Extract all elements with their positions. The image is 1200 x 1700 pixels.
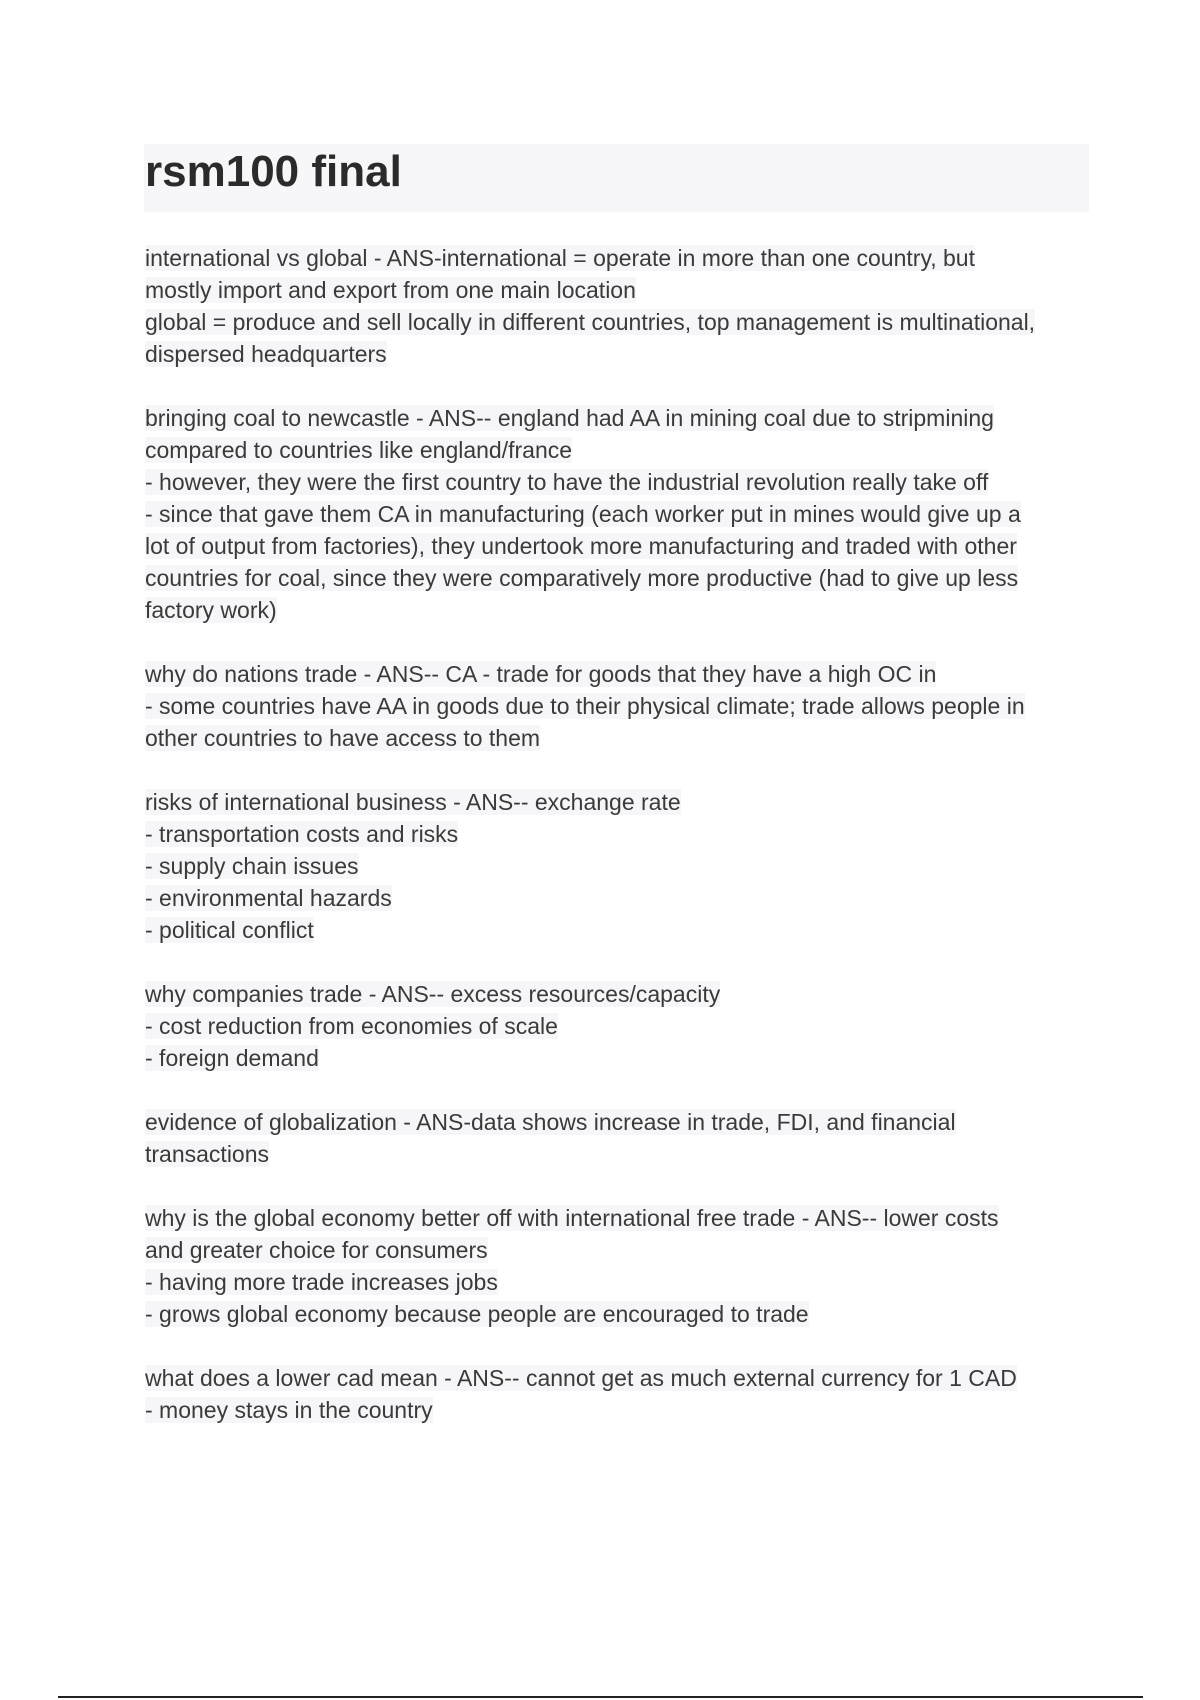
qa-line-text: other countries to have access to them — [145, 725, 541, 751]
qa-line-text: - grows global economy because people are encouraged to trade — [145, 1301, 809, 1327]
qa-line-text: compared to countries like england/france — [145, 437, 573, 463]
qa-answer-line — [145, 1234, 1095, 1266]
qa-question-line — [145, 402, 1095, 434]
footer-rule — [58, 1696, 1143, 1698]
qa-line-text: - however, they were the first country to have the industrial revolution really take off — [145, 469, 989, 495]
qa-question-line — [145, 658, 1095, 690]
qa-answer-line — [145, 434, 1095, 466]
qa-question-line — [145, 1106, 1095, 1138]
qa-line-text: evidence of globalization - ANS-data shows increase in trade, FDI, and financial — [145, 1109, 956, 1135]
qa-line-text: - since that gave them CA in manufacturing (each worker put in mines would give up a — [145, 501, 1021, 527]
qa-answer-line — [145, 1266, 1095, 1298]
qa-entry — [145, 786, 1095, 946]
qa-line-text: - foreign demand — [145, 1045, 319, 1071]
qa-question-line — [145, 978, 1095, 1010]
qa-entry — [145, 1362, 1095, 1426]
qa-line-text: - supply chain issues — [145, 853, 359, 879]
qa-answer-line — [145, 1042, 1095, 1074]
qa-answer-line — [145, 1394, 1095, 1426]
qa-answer-line — [145, 562, 1095, 594]
qa-line-text: - money stays in the country — [145, 1397, 433, 1423]
qa-line-text: - environmental hazards — [145, 885, 392, 911]
qa-entry — [145, 658, 1095, 754]
qa-line-text: and greater choice for consumers — [145, 1237, 488, 1263]
qa-answer-line — [145, 1298, 1095, 1330]
qa-answer-line — [145, 1010, 1095, 1042]
qa-line-text: bringing coal to newcastle - ANS-- england had AA in mining coal due to stripmining — [145, 405, 994, 431]
qa-answer-line — [145, 882, 1095, 914]
qa-entry — [145, 402, 1095, 626]
qa-answer-line — [145, 1138, 1095, 1170]
qa-line-text: what does a lower cad mean - ANS-- cannot get as much external currency for 1 CAD — [145, 1365, 1017, 1391]
qa-line-text: countries for coal, since they were comparatively more productive (had to give up less — [145, 565, 1019, 591]
qa-line-text: - some countries have AA in goods due to their physical climate; trade allows people in — [145, 693, 1025, 719]
qa-line-text: why companies trade - ANS-- excess resources/capacity — [145, 981, 721, 1007]
page-title: rsm100 final — [145, 147, 402, 196]
qa-answer-line — [145, 530, 1095, 562]
qa-line-text: factory work) — [145, 597, 277, 623]
qa-line-text: dispersed headquarters — [145, 341, 387, 367]
qa-answer-line — [145, 498, 1095, 530]
qa-answer-line — [145, 274, 1095, 306]
qa-answer-line — [145, 690, 1095, 722]
qa-question-line — [145, 786, 1095, 818]
qa-entry — [145, 242, 1095, 370]
qa-entry — [145, 978, 1095, 1074]
qa-line-text: lot of output from factories), they undertook more manufacturing and traded with other — [145, 533, 1017, 559]
qa-question-line — [145, 1362, 1095, 1394]
qa-line-text: - political conflict — [145, 917, 314, 943]
qa-answer-line — [145, 722, 1095, 754]
qa-line-text: international vs global - ANS-international = operate in more than one country, but — [145, 245, 975, 271]
qa-line-text: why is the global economy better off with international free trade - ANS-- lower costs — [145, 1205, 999, 1231]
qa-line-text: - cost reduction from economies of scale — [145, 1013, 558, 1039]
qa-line-text: - transportation costs and risks — [145, 821, 459, 847]
qa-line-text: why do nations trade - ANS-- CA - trade for goods that they have a high OC in — [145, 661, 937, 687]
qa-line-text: risks of international business - ANS-- exchange rate — [145, 789, 681, 815]
qa-list — [145, 242, 1095, 1458]
qa-answer-line — [145, 594, 1095, 626]
qa-line-text: global = produce and sell locally in different countries, top management is multinational, — [145, 309, 1036, 335]
qa-line-text: mostly import and export from one main location — [145, 277, 636, 303]
qa-line-text: transactions — [145, 1141, 270, 1167]
qa-answer-line — [145, 850, 1095, 882]
qa-question-line — [145, 1202, 1095, 1234]
qa-answer-line — [145, 306, 1095, 338]
qa-question-line — [145, 242, 1095, 274]
qa-line-text: - having more trade increases jobs — [145, 1269, 498, 1295]
qa-answer-line — [145, 818, 1095, 850]
qa-answer-line — [145, 466, 1095, 498]
qa-answer-line — [145, 338, 1095, 370]
qa-entry — [145, 1106, 1095, 1170]
qa-answer-line — [145, 914, 1095, 946]
qa-entry — [145, 1202, 1095, 1330]
